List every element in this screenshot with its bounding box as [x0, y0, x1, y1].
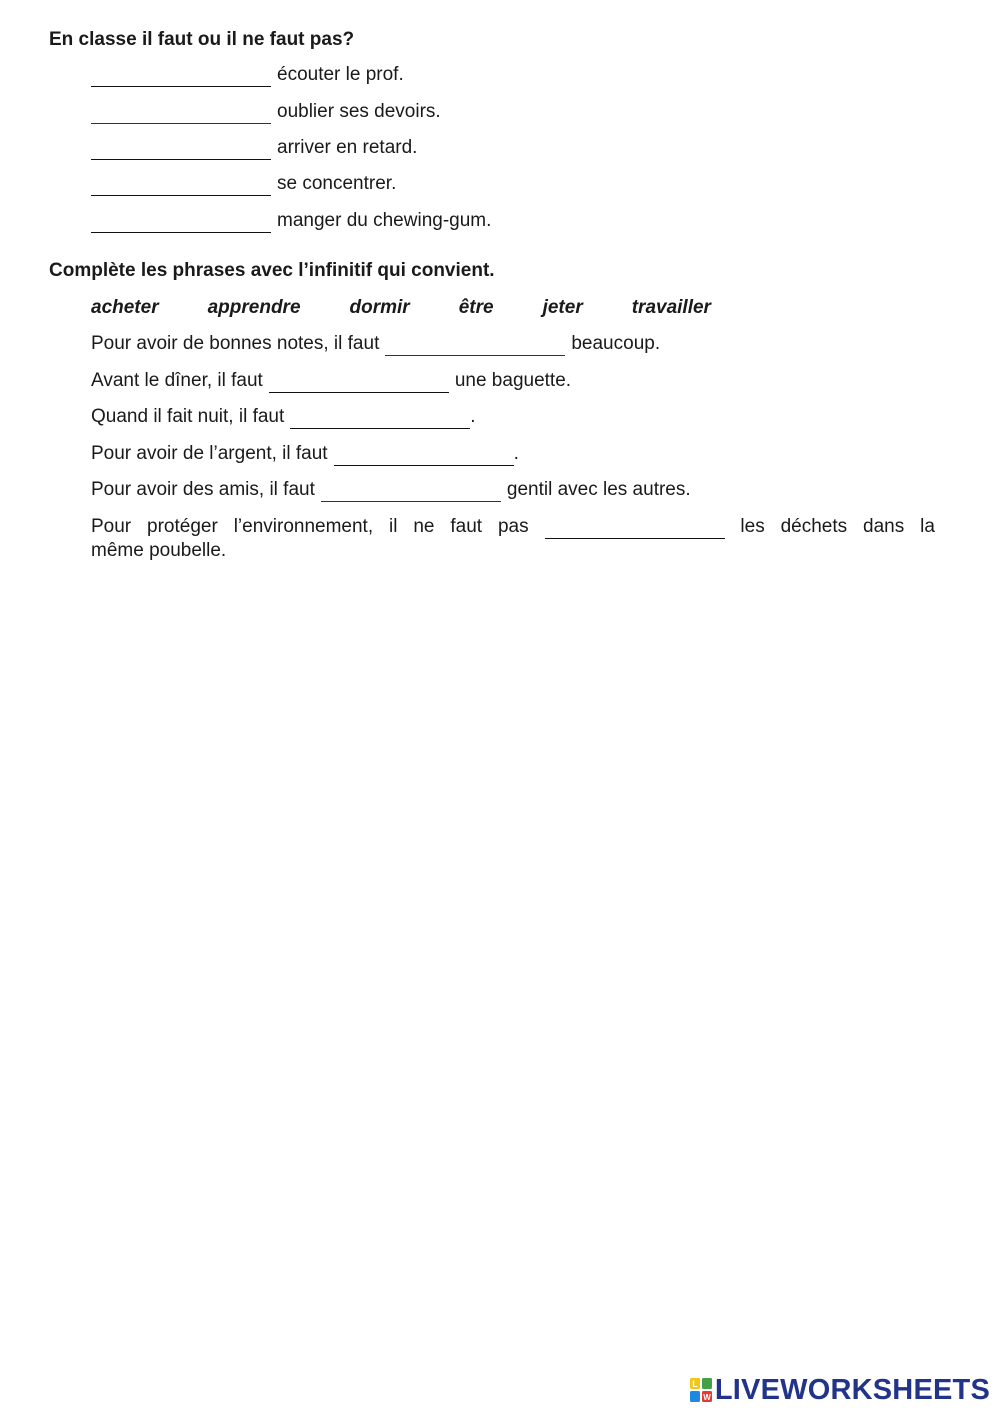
sentence-after: . — [513, 443, 519, 464]
word-bank-item: dormir — [349, 297, 410, 318]
word-bank-item: travailler — [631, 297, 711, 318]
sentence-word: il — [389, 516, 398, 537]
item-text: manger du chewing-gum. — [277, 210, 492, 231]
list-item — [91, 209, 491, 233]
word-bank-item: acheter — [91, 297, 159, 318]
list-item — [91, 100, 441, 124]
sentence — [91, 515, 935, 563]
sentence-before: Avant le dîner, il faut — [91, 370, 263, 391]
logo-tile-blue — [690, 1391, 700, 1402]
list-item — [91, 172, 396, 196]
list-item — [91, 136, 417, 160]
item-text: se concentrer. — [277, 173, 397, 194]
answer-blank[interactable] — [91, 142, 271, 160]
sentence-continuation: même poubelle. — [91, 540, 227, 561]
word-bank-item: être — [458, 297, 494, 318]
sentence — [91, 478, 691, 502]
sentence-word: Pour — [91, 516, 132, 537]
item-text: oublier ses devoirs. — [277, 101, 441, 122]
sentence-after: . — [470, 406, 476, 427]
sentence-word: ne — [413, 516, 435, 537]
answer-blank[interactable] — [290, 411, 470, 429]
word-bank-item: apprendre — [207, 297, 301, 318]
sentence-word: pas — [497, 516, 529, 537]
sentence-word: l’environnement, — [233, 516, 374, 537]
sentence-word: déchets — [780, 516, 848, 537]
answer-blank[interactable] — [321, 484, 501, 502]
answer-blank[interactable] — [91, 178, 271, 196]
section2-title: Complète les phrases avec l’infinitif qui convient. — [49, 260, 495, 281]
item-text: écouter le prof. — [277, 64, 404, 85]
sentence-before: Pour avoir des amis, il faut — [91, 479, 315, 500]
sentence-before: Pour avoir de l’argent, il faut — [91, 443, 328, 464]
sentence-after: beaucoup. — [571, 333, 661, 354]
sentence-word: protéger — [147, 516, 218, 537]
list-item — [91, 63, 404, 87]
sentence — [91, 442, 519, 466]
sentence-before: Quand il fait nuit, il faut — [91, 406, 285, 427]
answer-blank[interactable] — [269, 375, 449, 393]
sentence-word: faut — [450, 516, 483, 537]
logo-letter-l: L — [692, 1379, 698, 1389]
sentence-word: dans — [863, 516, 905, 537]
sentence-before: Pour avoir de bonnes notes, il faut — [91, 333, 380, 354]
answer-blank[interactable] — [385, 338, 565, 356]
answer-blank[interactable] — [91, 106, 271, 124]
item-text: arriver en retard. — [277, 137, 418, 158]
word-bank — [91, 296, 711, 320]
sentence-word: la — [920, 516, 935, 537]
logo-tiles-icon — [689, 1377, 713, 1403]
answer-blank[interactable] — [91, 215, 271, 233]
answer-blank[interactable] — [91, 69, 271, 87]
logo-tile-green — [702, 1378, 712, 1389]
sentence — [91, 369, 571, 393]
logo-letter-w: W — [703, 1393, 711, 1402]
sentence-after: gentil avec les autres. — [506, 479, 691, 500]
answer-blank[interactable] — [334, 448, 514, 466]
sentence-after: une baguette. — [454, 370, 572, 391]
sentence-line — [91, 515, 935, 539]
sentence — [91, 332, 660, 356]
sentence-word: les — [740, 516, 765, 537]
liveworksheets-logo — [689, 1375, 990, 1405]
sentence — [91, 405, 476, 429]
answer-blank[interactable] — [545, 521, 725, 539]
word-bank-item: jeter — [542, 297, 583, 318]
brand-name: LIVEWORKSHEETS — [714, 1374, 990, 1406]
section1-title: En classe il faut ou il ne faut pas? — [49, 29, 355, 50]
